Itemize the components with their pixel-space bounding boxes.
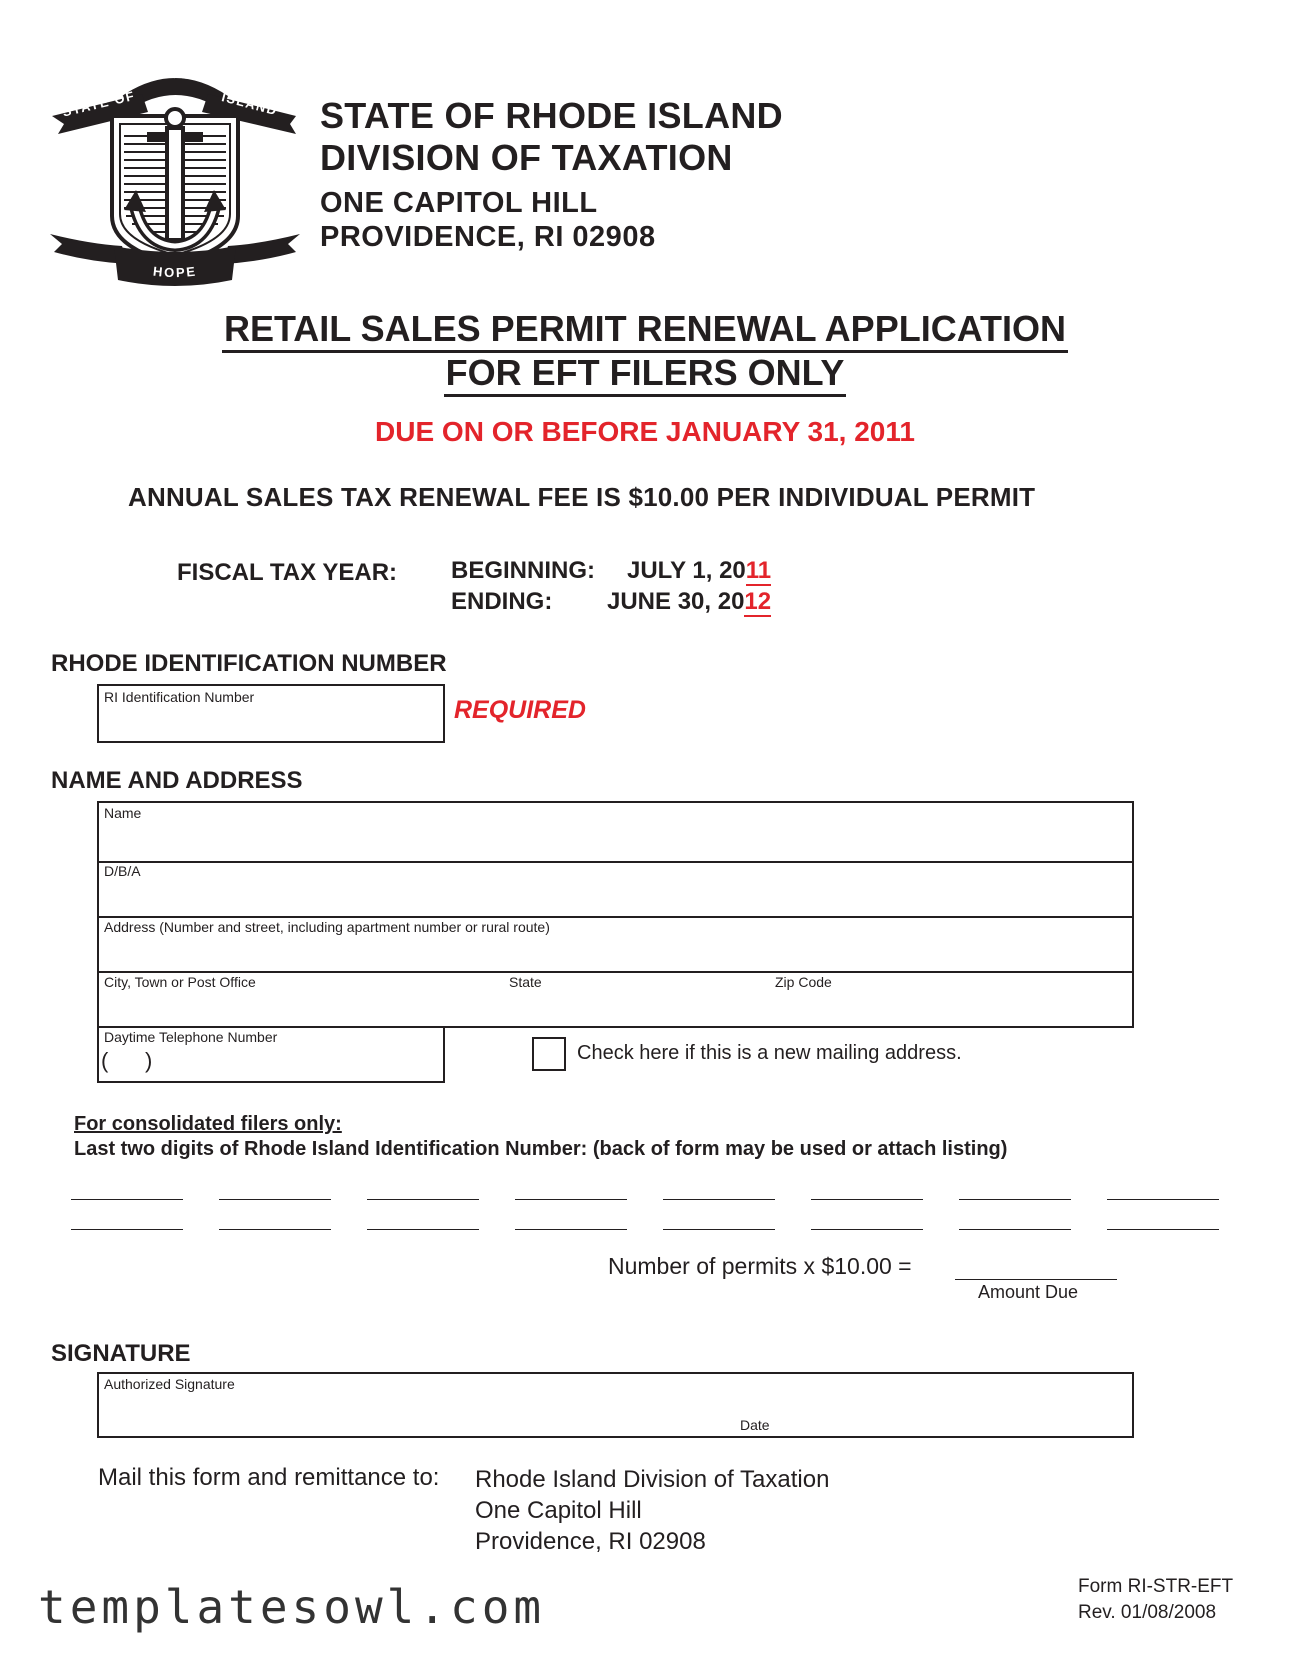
address-label: Address (Number and street, including apartment number or rural route) — [104, 919, 550, 935]
name-address-heading: NAME AND ADDRESS — [51, 767, 303, 794]
digit-blank[interactable] — [515, 1229, 627, 1230]
mail-line2: One Capitol Hill — [475, 1497, 642, 1524]
digit-blank[interactable] — [1107, 1199, 1219, 1200]
ending-year-suffix: 12 — [744, 588, 772, 615]
form-revision: Rev. 01/08/2008 — [1078, 1602, 1217, 1623]
name-label: Name — [104, 805, 142, 821]
digit-blank[interactable] — [811, 1199, 923, 1200]
digit-blank[interactable] — [219, 1199, 331, 1200]
watermark: templatesowl.com — [38, 1580, 546, 1634]
digit-blank[interactable] — [367, 1229, 479, 1230]
state-label: State — [509, 974, 542, 990]
header-state: STATE OF RHODE ISLAND — [320, 95, 783, 136]
consolidated-instruction: Last two digits of Rhode Island Identification Number: (back of form may be used or attach listing) — [74, 1138, 1008, 1160]
state-seal — [50, 66, 300, 292]
city-label: City, Town or Post Office — [104, 974, 256, 990]
seal-graphic — [50, 66, 300, 292]
ri-id-heading: RHODE IDENTIFICATION NUMBER — [51, 650, 447, 677]
beginning-date: JULY 1, 2011 — [627, 557, 772, 584]
form-info — [1078, 1574, 1233, 1626]
zip-label: Zip Code — [775, 974, 832, 990]
svg-text:HOPE: HOPE — [152, 263, 198, 281]
beginning-year-suffix: 11 — [745, 557, 772, 584]
form-title-line2: FOR EFT FILERS ONLY — [0, 352, 1290, 394]
mail-line1: Rhode Island Division of Taxation — [475, 1466, 830, 1493]
dba-label: D/B/A — [104, 863, 141, 879]
beginning-label: BEGINNING: — [451, 557, 595, 584]
header-division: DIVISION OF TAXATION — [320, 137, 733, 178]
phone-field[interactable] — [97, 1026, 445, 1083]
ending-date: JUNE 30, 2012 — [607, 588, 772, 615]
fee-notice: ANNUAL SALES TAX RENEWAL FEE IS $10.00 PER INDIVIDUAL PERMIT — [128, 482, 1036, 512]
digit-blank[interactable] — [515, 1199, 627, 1200]
name-address-block — [97, 801, 1134, 1028]
digit-blank[interactable] — [71, 1229, 183, 1230]
mail-label: Mail this form and remittance to: — [98, 1464, 440, 1491]
phone-label: Daytime Telephone Number — [104, 1029, 278, 1045]
digit-blank[interactable] — [811, 1229, 923, 1230]
agency-header — [320, 95, 783, 179]
header-street: ONE CAPITOL HILL — [320, 187, 598, 219]
new-address-checkbox[interactable] — [532, 1037, 566, 1071]
state-field[interactable] — [509, 973, 775, 1026]
agency-address — [320, 186, 656, 254]
digit-blank[interactable] — [959, 1199, 1071, 1200]
due-date: DUE ON OR BEFORE JANUARY 31, 2011 — [375, 416, 915, 447]
required-note: REQUIRED — [454, 696, 586, 724]
ending-label: ENDING: — [451, 588, 553, 615]
name-field[interactable] — [99, 803, 1132, 863]
mail-address — [475, 1464, 829, 1557]
digit-blank[interactable] — [1107, 1229, 1219, 1230]
signature-field[interactable] — [97, 1372, 1134, 1438]
form-number: Form RI-STR-EFT — [1078, 1576, 1234, 1597]
form-title-line1: RETAIL SALES PERMIT RENEWAL APPLICATION — [0, 308, 1290, 350]
date-label: Date — [740, 1417, 770, 1433]
amount-due-label: Amount Due — [978, 1282, 1079, 1302]
digit-blank[interactable] — [71, 1199, 183, 1200]
phone-parens: ( ) — [101, 1048, 153, 1073]
permits-formula: Number of permits x $10.00 = — [608, 1253, 912, 1279]
svg-text:STATE OF: STATE OF — [60, 87, 137, 120]
amount-due-line[interactable] — [955, 1279, 1117, 1280]
digit-blank[interactable] — [663, 1199, 775, 1200]
mail-line3: Providence, RI 02908 — [475, 1528, 706, 1555]
zip-field[interactable] — [775, 973, 1132, 1026]
ri-id-field[interactable] — [97, 684, 445, 743]
signature-label: Authorized Signature — [104, 1376, 235, 1392]
svg-text:ISLAND: ISLAND — [220, 89, 280, 119]
dba-field[interactable] — [99, 863, 1132, 918]
ri-id-label: RI Identification Number — [104, 689, 255, 705]
consolidated-heading: For consolidated filers only: — [74, 1113, 342, 1135]
digit-blank[interactable] — [663, 1229, 775, 1230]
digit-blank[interactable] — [959, 1229, 1071, 1230]
digit-blank[interactable] — [367, 1199, 479, 1200]
new-address-label: Check here if this is a new mailing address. — [577, 1042, 962, 1064]
address-field[interactable] — [99, 918, 1132, 973]
svg-text:RHODE: RHODE — [144, 66, 206, 86]
city-field[interactable] — [99, 973, 509, 1026]
digit-blank[interactable] — [219, 1229, 331, 1230]
fiscal-year-label: FISCAL TAX YEAR: — [177, 559, 398, 586]
signature-heading: SIGNATURE — [51, 1340, 191, 1367]
header-city: PROVIDENCE, RI 02908 — [320, 221, 656, 253]
